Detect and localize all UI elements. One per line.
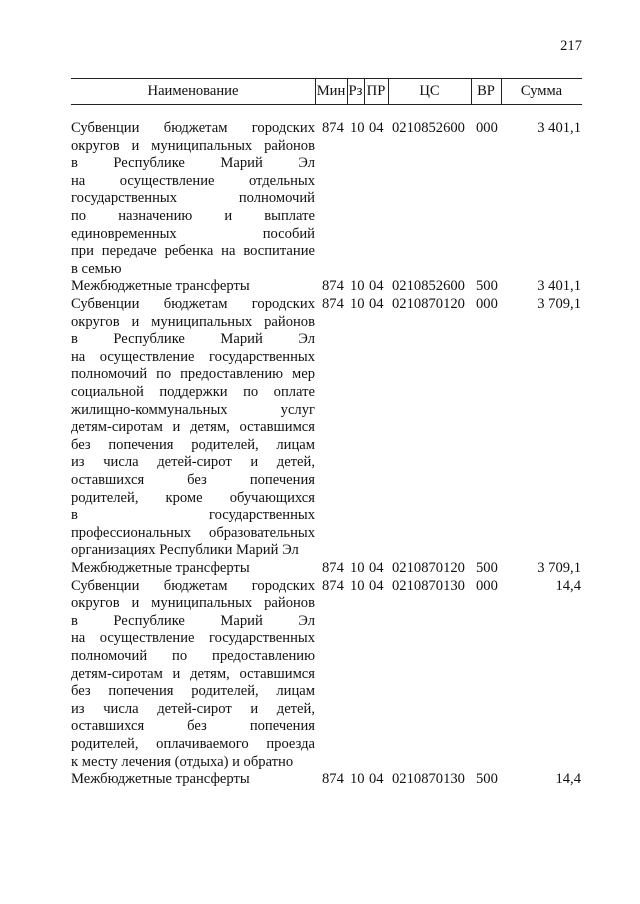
row-name-line: Субвенции бюджетам городских (71, 296, 315, 312)
row-min: 874 (322, 296, 344, 312)
row-rz: 10 (350, 577, 365, 594)
row-name-line: детям-сиротам и детям, оставшимся (71, 419, 315, 436)
row-rz: 10 (350, 296, 365, 312)
row-min: 874 (322, 560, 344, 576)
row-name-line: по назначению и выплате (71, 208, 315, 224)
row-name-line: из числа детей-сирот и детей, (71, 700, 315, 717)
row-sum: 14,4 (555, 577, 581, 594)
row-name-line: на осуществление государственных (71, 630, 315, 647)
row-name-line: Межбюджетные трансферты (71, 278, 250, 295)
row-cs: 0210870120 (392, 560, 465, 576)
row-rz: 10 (350, 771, 365, 788)
row-vr: 000 (476, 120, 498, 136)
row-rz: 10 (350, 120, 365, 136)
row-vr: 500 (476, 560, 498, 576)
row-pr: 04 (369, 577, 384, 594)
row-name-line: на осуществление государственных (71, 348, 315, 365)
page-number: 217 (560, 38, 582, 54)
row-cs: 0210870130 (392, 577, 465, 594)
header-pr: ПР (366, 83, 386, 99)
row-name-line: жилищно-коммунальных услуг (71, 401, 315, 418)
row-pr: 04 (369, 296, 384, 312)
row-sum: 3 709,1 (537, 560, 581, 576)
row-min: 874 (322, 278, 344, 295)
row-name-line: из числа детей-сирот и детей, (71, 454, 315, 471)
row-pr: 04 (369, 120, 384, 136)
row-vr: 500 (476, 278, 498, 295)
row-name-line: социальной поддержки по оплате (71, 384, 315, 400)
row-name-line: при передаче ребенка на воспитание (71, 243, 315, 260)
row-name-line: профессиональных образовательных (71, 524, 315, 541)
header-bottom-rule (71, 104, 582, 105)
row-sum: 3 401,1 (537, 278, 581, 295)
row-name-line: Межбюджетные трансферты (71, 560, 250, 576)
row-name-line: в государственных (71, 507, 315, 524)
row-pr: 04 (369, 771, 384, 788)
row-name-line: в Республике Марий Эл (71, 155, 315, 172)
row-min: 874 (322, 120, 344, 136)
row-name-line: Субвенции бюджетам городских (71, 120, 315, 136)
header-sum: Сумма (520, 83, 563, 99)
row-name-line: в Республике Марий Эл (71, 612, 315, 629)
row-name-line: без попечения родителей, лицам (71, 436, 315, 453)
row-name-line: без попечения родителей, лицам (71, 683, 315, 700)
row-sum: 3 401,1 (537, 120, 581, 136)
row-name-line: в Республике Марий Эл (71, 331, 315, 348)
row-name-line: полномочий по предоставлению мер (71, 366, 315, 383)
header-top-rule (71, 78, 582, 79)
header-rz: Рз (348, 83, 363, 99)
row-rz: 10 (350, 278, 365, 295)
header-min: Мин (316, 83, 346, 99)
header-cs: ЦС (419, 83, 440, 99)
row-name-line: округов и муниципальных районов (71, 137, 315, 154)
row-min: 874 (322, 577, 344, 594)
row-name-line: родителей, оплачиваемого проезда (71, 736, 315, 752)
row-name-line: к месту лечения (отдыха) и обратно (71, 753, 294, 770)
row-name-line: государственных полномочий (71, 190, 315, 207)
row-name-line: единовременных пособий (71, 225, 315, 242)
row-rz: 10 (350, 560, 365, 576)
header-name: Наименование (147, 83, 239, 99)
row-cs: 0210852600 (392, 278, 465, 295)
row-cs: 0210870120 (392, 296, 465, 312)
row-name-line: Субвенции бюджетам городских (71, 577, 315, 594)
row-cs: 0210852600 (392, 120, 465, 136)
row-vr: 500 (476, 771, 498, 788)
row-cs: 0210870130 (392, 771, 465, 788)
row-name-line: в семью (71, 260, 122, 277)
row-name-line: организациях Республики Марий Эл (71, 542, 299, 559)
header-vr: ВР (477, 83, 495, 99)
row-sum: 3 709,1 (537, 296, 581, 312)
row-name-line: оставшихся без попечения (71, 718, 315, 735)
row-name-line: детям-сиротам и детям, оставшимся (71, 665, 315, 682)
row-pr: 04 (369, 560, 384, 576)
row-vr: 000 (476, 296, 498, 312)
row-name-line: Межбюджетные трансферты (71, 771, 250, 788)
row-name-line: полномочий по предоставлению (71, 648, 315, 664)
row-vr: 000 (476, 577, 498, 594)
row-name-line: округов и муниципальных районов (71, 595, 315, 612)
row-name-line: на осуществление отдельных (71, 172, 315, 189)
row-name-line: оставшихся без попечения (71, 472, 315, 488)
row-pr: 04 (369, 278, 384, 295)
row-name-line: родителей, кроме обучающихся (71, 489, 315, 506)
row-min: 874 (322, 771, 344, 788)
row-name-line: округов и муниципальных районов (71, 313, 315, 330)
row-sum: 14,4 (555, 771, 581, 788)
